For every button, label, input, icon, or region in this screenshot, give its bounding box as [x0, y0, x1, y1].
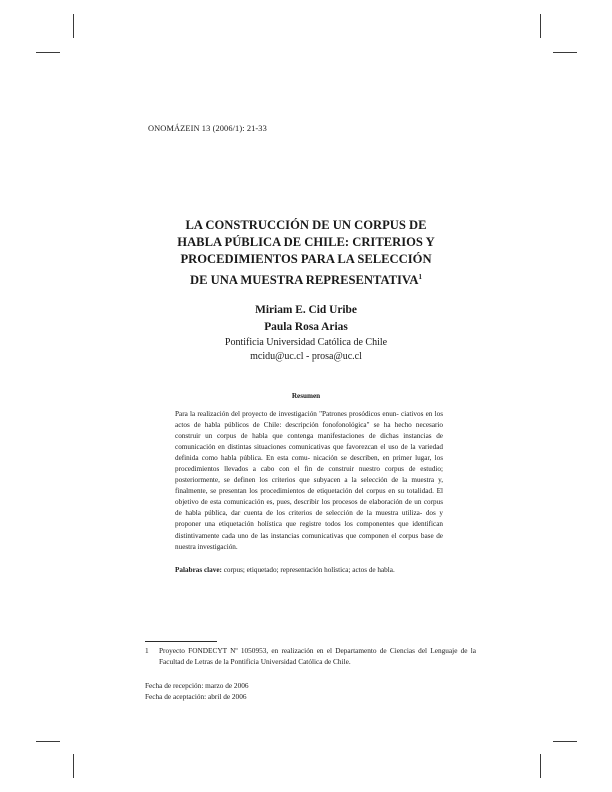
abstract-line: que identifican distintivamente cada uno de las instancias comunicativas que: [175, 520, 443, 540]
crop-mark-top-left: [73, 14, 74, 38]
abstract-line: esta comunicación es, pues, describir los procesos de elaboración de un corpus: [210, 498, 443, 507]
crop-mark-top-right: [540, 14, 541, 38]
abstract-line: los procedimientos de etiquetación del corpus en su totalidad. El objetivo de: [175, 487, 444, 507]
abstract-line: ciativos en los actos de habla públicos de Chile: descripción fonofonológica" se: [175, 410, 444, 430]
author-name: Miriam E. Cid Uribe: [255, 304, 357, 316]
title-line: LA CONSTRUCCIÓN DE UN CORPUS DE: [185, 218, 427, 232]
crop-mark-bottom-right: [540, 754, 541, 778]
abstract-line: de dichas instancias de comunicación en distintas situaciones comunicativas que: [175, 432, 443, 452]
abstract-body: [175, 409, 443, 553]
abstract-line: componen el corpus base de nuestra investigación.: [175, 531, 443, 551]
crop-mark-top-left-h: [36, 52, 60, 53]
abstract-line: el fin de construir nuestro corpus de estudio; posteriormente, se definen los: [175, 465, 444, 485]
accepted-date: Fecha de aceptación: abril de 2006: [145, 692, 247, 702]
abstract-line: favorezcan el uso de la variedad definida como habla pública. En esta comu-: [175, 443, 443, 463]
abstract-heading: Resumen: [291, 392, 321, 400]
abstract-line: Para la realización del proyecto de investigación "Patrones prosódicos enun-: [175, 410, 399, 418]
affiliation: Pontificia Universidad Católica de Chile: [224, 337, 388, 348]
affiliation-block: [148, 336, 464, 364]
keywords-label: Palabras clave:: [175, 566, 222, 574]
abstract-line: dos y proponer una etiquetación holística que registre todos los componentes: [175, 509, 443, 529]
journal-reference: ONOMÁZEIN 13 (2006/1): 21-33: [148, 124, 267, 133]
author-list: [148, 302, 464, 336]
title-line: PROCEDIMIENTOS PARA LA SELECCIÓN: [180, 252, 432, 267]
abstract-line: nicación se describen, en primer lugar, los procedimientos llevados a cabo con: [175, 454, 443, 474]
submission-dates: [145, 680, 249, 702]
footnote-line: Lenguaje de la Facultad de Letras de la Pontificia Universidad Católica de Chile.: [159, 646, 476, 667]
crop-mark-top-right-h: [553, 52, 577, 53]
author-emails: mcidu@uc.cl - prosa@uc.cl: [250, 351, 362, 362]
crop-mark-bottom-left-h: [36, 741, 60, 742]
author-name: Paula Rosa Arias: [264, 321, 348, 333]
footnote-line: Proyecto FONDECYT Nº 1050953, en realización en el Departamento de Ciencias del: [159, 646, 428, 655]
footnote-divider: [145, 641, 217, 642]
abstract-line: de habla pública, dar cuenta de los criterios de selección de la muestra utiliza-: [175, 509, 423, 518]
crop-mark-bottom-left: [73, 754, 74, 778]
title-line: HABLA PÚBLICA DE CHILE: CRITERIOS Y: [177, 235, 435, 250]
article-title: [148, 217, 464, 289]
keywords: [175, 565, 443, 576]
footnote-number: 1: [145, 646, 149, 655]
footnote-text: [159, 645, 476, 668]
abstract-line: ha hecho necesario construir un corpus de habla que contenga manifestaciones: [175, 421, 444, 441]
title-footnote-mark: 1: [418, 272, 422, 281]
abstract-line: criterios que subyacen a la selección de la muestra y, finalmente, se presentan: [175, 476, 444, 496]
crop-mark-bottom-right-h: [553, 741, 577, 742]
footnote: [145, 645, 476, 668]
title-line: DE UNA MUESTRA REPRESENTATIVA: [190, 272, 419, 287]
received-date: Fecha de recepción: marzo de 2006: [145, 681, 249, 690]
keywords-text: corpus; etiquetado; representación holística; actos de habla.: [221, 566, 395, 574]
